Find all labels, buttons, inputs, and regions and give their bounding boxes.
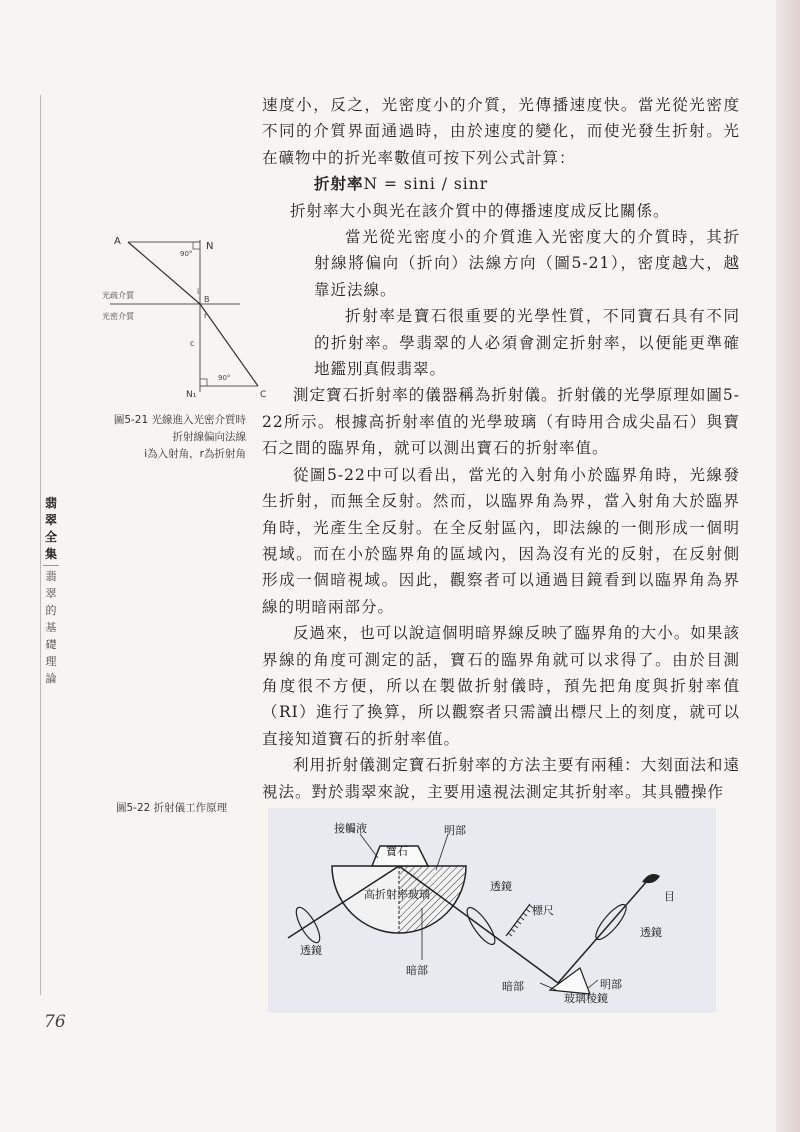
paragraph-7: 反過來，也可以說這個明暗界線反映了臨界角的大小。如果該界線的角度可測定的話，寶石的臨界角就可以求得了。由於目測角度很不方便，所以在製做折射儀時，預先把角度與折射率值（RI）進行了換算，所以觀察者只需讀出標尺上的刻度，就可以直接知道寶石的折射率值。 bbox=[262, 624, 740, 748]
paragraph-4: 折射率是寶石很重要的光學性質，不同寶石具有不同的折射率。學翡翠的人必須會測定折射率，以便能更準確地鑑別真假翡翠。 bbox=[314, 307, 740, 379]
label-angle-top: 90° bbox=[180, 250, 193, 258]
label-scale: 標尺 bbox=[532, 904, 554, 917]
caption-line-1: 圖5-21 光線進入光密介質時 bbox=[113, 414, 246, 426]
label-bright-bottom: 明部 bbox=[600, 978, 622, 991]
right-angle-bottom bbox=[200, 379, 207, 386]
label-dark-bottom: 暗部 bbox=[502, 980, 524, 993]
book-title-vertical: 翡翠全集 bbox=[44, 496, 57, 561]
label-eye: 目 bbox=[664, 890, 675, 903]
label-lens-left: 透鏡 bbox=[300, 944, 322, 957]
label-glass: 高折射率玻璃 bbox=[364, 888, 430, 901]
chapter-title-vertical: 翡翠的基礎理論 bbox=[45, 570, 57, 685]
formula: N = sini / sinr bbox=[363, 175, 489, 194]
figure-5-22-caption: 圖5-22 折射儀工作原理 bbox=[116, 802, 228, 814]
label-a: A bbox=[114, 236, 121, 247]
label-lens-right: 透鏡 bbox=[640, 926, 662, 939]
label-b: B bbox=[204, 295, 210, 304]
label-angle-bottom: 90° bbox=[218, 374, 231, 382]
paragraph-5: 測定寶石折射率的儀器稱為折射儀。折射儀的光學原理如圖5-22所示。根據高折射率值的光學玻璃（有時用合成尖晶石）與寶石之間的臨界角，就可以測出寶石的折射率值。 bbox=[262, 386, 740, 458]
paragraph-1: 速度小，反之，光密度小的介質，光傳播速度快。當光從光密度不同的介質界面通過時，由於速度的變化，而使光發生折射。光在礦物中的折光率數值可按下列公式計算： bbox=[262, 96, 740, 167]
eyepiece-ray bbox=[558, 880, 648, 983]
caption-line-3: i為入射角，r為折射角 bbox=[144, 448, 246, 460]
figure-5-21-caption bbox=[86, 412, 246, 463]
page-number: 76 bbox=[44, 1012, 66, 1032]
leader-bright-top bbox=[436, 834, 448, 870]
paragraph-6: 從圖5-22中可以看出，當光的入射角小於臨界角時，光線發生折射，而無全反射。然而，以臨界角為界，當入射角大於臨界角時，光產生全反射。在全反射區內，即法線的一側形成一個明視域。而在小於臨界角的區域內，因為沒有光的反射，在反射側形成一個暗視域。因此，觀察者可以通過目鏡看到以臨界角為界線的明暗兩部分。 bbox=[262, 465, 740, 616]
label-medium-dense: 光密介質 bbox=[102, 312, 134, 321]
body-text bbox=[262, 92, 740, 805]
right-angle-top bbox=[193, 242, 200, 249]
leader-dark-bottom bbox=[540, 983, 556, 990]
label-n: N bbox=[206, 241, 214, 252]
label-dark-center: 暗部 bbox=[406, 964, 428, 977]
label-c: c bbox=[190, 339, 195, 348]
label-lens-middle: 透鏡 bbox=[490, 880, 512, 893]
formula-line bbox=[262, 171, 740, 197]
label-i: i bbox=[197, 287, 200, 296]
margin-rule bbox=[40, 95, 41, 995]
label-contact-liquid: 接觸液 bbox=[334, 822, 367, 835]
label-medium-sparse: 光疏介質 bbox=[102, 291, 134, 300]
label-c-point: C bbox=[260, 390, 267, 400]
scale-bar bbox=[506, 904, 530, 936]
scale-ticks bbox=[508, 905, 533, 936]
page-edge bbox=[776, 0, 800, 1132]
refraction-diagram bbox=[100, 232, 270, 400]
paragraph-3: 當光從光密度小的介質進入光密度大的介質時，其折射線將偏向（折向）法線方向（圖5-21），密度越大，越靠近法線。 bbox=[314, 228, 740, 299]
label-r: r bbox=[204, 311, 208, 320]
refractometer-diagram bbox=[268, 808, 716, 1013]
caption-line-2: 折射線偏向法線 bbox=[172, 431, 246, 443]
eye-icon bbox=[642, 874, 660, 883]
leader-contact-liquid bbox=[360, 834, 378, 858]
leader-bright-bottom bbox=[588, 980, 598, 988]
paragraph-8: 利用折射儀測定寶石折射率的方法主要有兩種：大刻面法和遠視法。對於翡翠來說，主要用遠視法測定其折射率。其具體操作 bbox=[262, 756, 740, 801]
label-prism: 玻璃棱鏡 bbox=[564, 992, 608, 1005]
label-gem: 寶石 bbox=[386, 845, 408, 858]
sidebar-divider bbox=[43, 565, 59, 566]
paragraph-2: 折射率大小與光在該介質中的傳播速度成反比關係。 bbox=[290, 201, 670, 220]
label-bright-top: 明部 bbox=[444, 824, 466, 837]
label-n1: N₁ bbox=[186, 390, 197, 400]
formula-label: 折射率 bbox=[314, 174, 364, 194]
